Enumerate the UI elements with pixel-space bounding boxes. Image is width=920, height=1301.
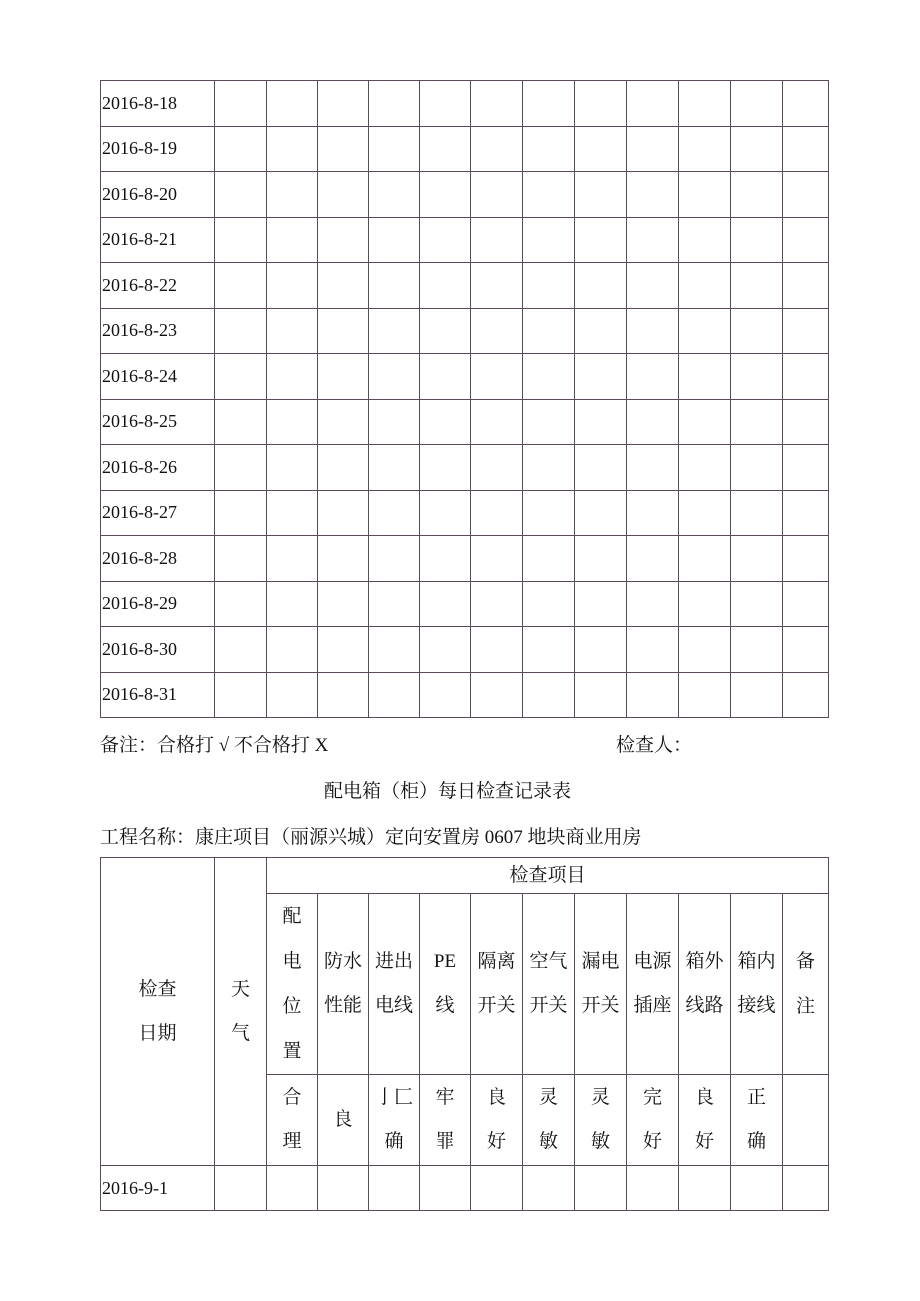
- date-cell: 2016-8-26: [101, 445, 215, 491]
- date-cell: 2016-8-22: [101, 263, 215, 309]
- criterion-cell: 灵敏: [575, 1075, 627, 1166]
- weather-header: 天气: [215, 858, 267, 1166]
- check-cell[interactable]: [523, 263, 575, 309]
- date-cell: 2016-8-23: [101, 308, 215, 354]
- check-cell[interactable]: [471, 490, 523, 536]
- date-cell: 2016-8-28: [101, 536, 215, 582]
- check-cell[interactable]: [575, 672, 627, 718]
- check-cell[interactable]: [783, 263, 829, 309]
- project-name: 工程名称：康庄项目（丽源兴城）定向安置房 0607 地块商业用房: [100, 827, 642, 848]
- check-cell[interactable]: [369, 445, 420, 491]
- check-cell[interactable]: [575, 445, 627, 491]
- check-cell[interactable]: [627, 217, 679, 263]
- check-cell[interactable]: [369, 581, 420, 627]
- check-cell[interactable]: [369, 490, 420, 536]
- check-cell[interactable]: [731, 354, 783, 400]
- check-cell[interactable]: [731, 445, 783, 491]
- check-cell[interactable]: [627, 81, 679, 127]
- check-cell[interactable]: [318, 81, 369, 127]
- check-cell[interactable]: [679, 354, 731, 400]
- check-cell[interactable]: [420, 627, 471, 673]
- check-cell[interactable]: [783, 399, 829, 445]
- check-cell[interactable]: [215, 217, 267, 263]
- check-cell[interactable]: [627, 399, 679, 445]
- check-cell[interactable]: [783, 536, 829, 582]
- check-cell[interactable]: [215, 490, 267, 536]
- check-cell[interactable]: [679, 1166, 731, 1211]
- check-cell[interactable]: [575, 263, 627, 309]
- check-cell[interactable]: [523, 399, 575, 445]
- check-cell[interactable]: [731, 263, 783, 309]
- check-cell[interactable]: [369, 308, 420, 354]
- criterion-cell: 牢罪: [420, 1075, 471, 1166]
- inspection-table-august: [100, 80, 829, 718]
- check-cell[interactable]: [420, 1166, 471, 1211]
- check-cell[interactable]: [627, 1166, 679, 1211]
- check-cell[interactable]: [731, 490, 783, 536]
- check-cell[interactable]: [731, 172, 783, 218]
- check-cell[interactable]: [679, 672, 731, 718]
- check-cell[interactable]: [471, 354, 523, 400]
- check-cell[interactable]: [783, 672, 829, 718]
- check-cell[interactable]: [471, 445, 523, 491]
- item-header: 空气开关: [523, 894, 575, 1075]
- check-cell[interactable]: [679, 399, 731, 445]
- table-row: [101, 263, 829, 309]
- date-cell: 2016-8-20: [101, 172, 215, 218]
- criterion-cell: 合理: [267, 1075, 318, 1166]
- inspection-table-september: [100, 857, 829, 1211]
- check-cell[interactable]: [783, 354, 829, 400]
- check-cell[interactable]: [318, 490, 369, 536]
- check-cell[interactable]: [523, 581, 575, 627]
- check-cell[interactable]: [731, 1166, 783, 1211]
- check-cell[interactable]: [783, 81, 829, 127]
- check-cell[interactable]: [627, 126, 679, 172]
- item-header: 箱外线路: [679, 894, 731, 1075]
- check-cell[interactable]: [731, 81, 783, 127]
- table-row: [101, 126, 829, 172]
- date-cell: 2016-8-19: [101, 126, 215, 172]
- check-cell[interactable]: [420, 354, 471, 400]
- date-cell: 2016-8-25: [101, 399, 215, 445]
- check-cell[interactable]: [471, 263, 523, 309]
- check-cell[interactable]: [420, 445, 471, 491]
- check-cell[interactable]: [369, 627, 420, 673]
- check-cell[interactable]: [318, 1166, 369, 1211]
- check-cell[interactable]: [627, 672, 679, 718]
- check-cell[interactable]: [471, 536, 523, 582]
- item-header: 漏电开关: [575, 894, 627, 1075]
- check-cell[interactable]: [369, 81, 420, 127]
- check-cell[interactable]: [215, 354, 267, 400]
- check-cell[interactable]: [731, 581, 783, 627]
- check-cell[interactable]: [267, 126, 318, 172]
- check-cell[interactable]: [471, 399, 523, 445]
- check-cell[interactable]: [679, 217, 731, 263]
- check-cell[interactable]: [523, 627, 575, 673]
- check-cell[interactable]: [679, 536, 731, 582]
- check-cell[interactable]: [267, 354, 318, 400]
- check-cell[interactable]: [420, 536, 471, 582]
- check-cell[interactable]: [471, 81, 523, 127]
- check-cell[interactable]: [783, 217, 829, 263]
- page-title: 配电箱（柜）每日检查记录表: [324, 781, 572, 802]
- check-cell[interactable]: [318, 217, 369, 263]
- item-header: 防水性能: [318, 894, 369, 1075]
- check-cell[interactable]: [679, 490, 731, 536]
- check-cell[interactable]: [420, 399, 471, 445]
- check-cell[interactable]: [369, 672, 420, 718]
- check-cell[interactable]: [627, 445, 679, 491]
- check-cell[interactable]: [369, 172, 420, 218]
- check-cell[interactable]: [267, 308, 318, 354]
- inspector-label: 检查人：: [616, 735, 693, 756]
- check-cell[interactable]: [575, 399, 627, 445]
- check-cell[interactable]: [627, 581, 679, 627]
- check-cell[interactable]: [575, 172, 627, 218]
- check-cell[interactable]: [575, 308, 627, 354]
- date-cell: 2016-8-30: [101, 627, 215, 673]
- check-cell[interactable]: [318, 172, 369, 218]
- check-cell[interactable]: [523, 490, 575, 536]
- check-cell[interactable]: [267, 1166, 318, 1211]
- check-cell[interactable]: [731, 627, 783, 673]
- check-cell[interactable]: [267, 217, 318, 263]
- check-cell[interactable]: [215, 581, 267, 627]
- date-cell: 2016-8-29: [101, 581, 215, 627]
- check-cell[interactable]: [523, 172, 575, 218]
- check-cell[interactable]: [471, 172, 523, 218]
- check-cell[interactable]: [523, 81, 575, 127]
- check-cell[interactable]: [267, 263, 318, 309]
- check-cell[interactable]: [267, 399, 318, 445]
- check-cell[interactable]: [267, 445, 318, 491]
- check-cell[interactable]: [420, 581, 471, 627]
- check-cell[interactable]: [523, 1166, 575, 1211]
- table-row: [101, 308, 829, 354]
- check-cell[interactable]: [369, 263, 420, 309]
- check-cell[interactable]: [783, 445, 829, 491]
- criterion-cell: 良好: [679, 1075, 731, 1166]
- check-cell[interactable]: [575, 217, 627, 263]
- check-cell[interactable]: [369, 536, 420, 582]
- check-cell[interactable]: [471, 1166, 523, 1211]
- check-cell[interactable]: [215, 536, 267, 582]
- check-cell[interactable]: [575, 126, 627, 172]
- check-cell[interactable]: [318, 672, 369, 718]
- check-cell[interactable]: [575, 81, 627, 127]
- check-cell[interactable]: [318, 581, 369, 627]
- criterion-cell: 亅匚确: [369, 1075, 420, 1166]
- check-cell[interactable]: [627, 627, 679, 673]
- check-cell[interactable]: [471, 627, 523, 673]
- check-cell[interactable]: [523, 308, 575, 354]
- check-cell[interactable]: [731, 308, 783, 354]
- table-row: [101, 1166, 829, 1211]
- check-cell[interactable]: [575, 536, 627, 582]
- check-cell[interactable]: [420, 308, 471, 354]
- item-header: 箱内接线: [731, 894, 783, 1075]
- check-cell[interactable]: [369, 217, 420, 263]
- check-cell[interactable]: [215, 1166, 267, 1211]
- check-cell[interactable]: [318, 354, 369, 400]
- check-cell[interactable]: [420, 217, 471, 263]
- check-cell[interactable]: [523, 126, 575, 172]
- table-row: [101, 490, 829, 536]
- check-cell[interactable]: [420, 672, 471, 718]
- table-row: [101, 172, 829, 218]
- check-cell[interactable]: [679, 126, 731, 172]
- check-cell[interactable]: [420, 81, 471, 127]
- check-cell[interactable]: [575, 1166, 627, 1211]
- criterion-cell: 良: [318, 1075, 369, 1166]
- check-cell[interactable]: [215, 126, 267, 172]
- check-cell[interactable]: [783, 627, 829, 673]
- check-cell[interactable]: [627, 536, 679, 582]
- check-cell[interactable]: [215, 445, 267, 491]
- check-cell[interactable]: [679, 445, 731, 491]
- item-header: 配电位置: [267, 894, 318, 1075]
- check-cell[interactable]: [215, 172, 267, 218]
- check-cell[interactable]: [575, 581, 627, 627]
- check-cell[interactable]: [420, 126, 471, 172]
- check-cell[interactable]: [731, 217, 783, 263]
- check-cell[interactable]: [369, 399, 420, 445]
- check-cell[interactable]: [575, 354, 627, 400]
- criterion-cell: 良好: [471, 1075, 523, 1166]
- check-cell[interactable]: [523, 672, 575, 718]
- check-cell[interactable]: [627, 172, 679, 218]
- check-cell[interactable]: [369, 126, 420, 172]
- check-cell[interactable]: [318, 536, 369, 582]
- check-cell[interactable]: [471, 672, 523, 718]
- check-cell[interactable]: [731, 399, 783, 445]
- item-header: 电源插座: [627, 894, 679, 1075]
- check-cell[interactable]: [627, 354, 679, 400]
- date-header: 检查日期: [101, 858, 215, 1166]
- check-cell[interactable]: [420, 172, 471, 218]
- check-cell[interactable]: [318, 263, 369, 309]
- footer-note: 备注：合格打 √ 不合格打 X: [100, 735, 329, 756]
- check-cell[interactable]: [783, 1166, 829, 1211]
- date-cell: 2016-8-27: [101, 490, 215, 536]
- criterion-cell: 正确: [731, 1075, 783, 1166]
- criterion-cell: 完好: [627, 1075, 679, 1166]
- item-header: 隔离开关: [471, 894, 523, 1075]
- table-row: [101, 445, 829, 491]
- table-row: [101, 354, 829, 400]
- check-cell[interactable]: [575, 490, 627, 536]
- check-cell[interactable]: [627, 490, 679, 536]
- check-cell[interactable]: [679, 308, 731, 354]
- check-cell[interactable]: [267, 627, 318, 673]
- check-cell[interactable]: [215, 672, 267, 718]
- check-cell[interactable]: [679, 263, 731, 309]
- check-cell[interactable]: [523, 536, 575, 582]
- check-cell[interactable]: [731, 126, 783, 172]
- date-cell: 2016-8-31: [101, 672, 215, 718]
- check-cell[interactable]: [215, 399, 267, 445]
- check-cell[interactable]: [471, 581, 523, 627]
- check-cell[interactable]: [627, 308, 679, 354]
- check-cell[interactable]: [679, 581, 731, 627]
- check-cell[interactable]: [267, 672, 318, 718]
- check-cell[interactable]: [471, 308, 523, 354]
- check-cell[interactable]: [523, 354, 575, 400]
- check-cell[interactable]: [679, 172, 731, 218]
- check-cell[interactable]: [267, 490, 318, 536]
- check-cell[interactable]: [267, 81, 318, 127]
- check-cell[interactable]: [783, 126, 829, 172]
- check-cell[interactable]: [731, 672, 783, 718]
- check-cell[interactable]: [679, 627, 731, 673]
- check-cell[interactable]: [318, 445, 369, 491]
- item-header: PE线: [420, 894, 471, 1075]
- check-cell[interactable]: [318, 627, 369, 673]
- items-header: 检查项目: [267, 858, 829, 894]
- check-cell[interactable]: [627, 263, 679, 309]
- check-cell[interactable]: [523, 445, 575, 491]
- date-cell: 2016-9-1: [101, 1166, 215, 1211]
- table-row: [101, 672, 829, 718]
- check-cell[interactable]: [215, 308, 267, 354]
- check-cell[interactable]: [575, 627, 627, 673]
- criterion-cell: [783, 1075, 829, 1166]
- check-cell[interactable]: [215, 263, 267, 309]
- check-cell[interactable]: [523, 217, 575, 263]
- check-cell[interactable]: [471, 217, 523, 263]
- date-cell: 2016-8-21: [101, 217, 215, 263]
- check-cell[interactable]: [267, 581, 318, 627]
- check-cell[interactable]: [420, 263, 471, 309]
- check-cell[interactable]: [783, 308, 829, 354]
- item-header: 进出电线: [369, 894, 420, 1075]
- table-row: [101, 217, 829, 263]
- table-row: [101, 399, 829, 445]
- check-cell[interactable]: [679, 81, 731, 127]
- check-cell[interactable]: [267, 172, 318, 218]
- table-row: [101, 81, 829, 127]
- check-cell[interactable]: [318, 399, 369, 445]
- date-cell: 2016-8-18: [101, 81, 215, 127]
- check-cell[interactable]: [267, 536, 318, 582]
- table-row: [101, 581, 829, 627]
- check-cell[interactable]: [783, 581, 829, 627]
- check-cell[interactable]: [783, 490, 829, 536]
- check-cell[interactable]: [471, 126, 523, 172]
- check-cell[interactable]: [318, 126, 369, 172]
- check-cell[interactable]: [420, 490, 471, 536]
- check-cell[interactable]: [369, 354, 420, 400]
- check-cell[interactable]: [369, 1166, 420, 1211]
- check-cell[interactable]: [318, 308, 369, 354]
- check-cell[interactable]: [731, 536, 783, 582]
- table-row: [101, 536, 829, 582]
- check-cell[interactable]: [215, 627, 267, 673]
- check-cell[interactable]: [215, 81, 267, 127]
- criterion-cell: 灵敏: [523, 1075, 575, 1166]
- table-row: [101, 627, 829, 673]
- item-header: 备注: [783, 894, 829, 1075]
- date-cell: 2016-8-24: [101, 354, 215, 400]
- check-cell[interactable]: [783, 172, 829, 218]
